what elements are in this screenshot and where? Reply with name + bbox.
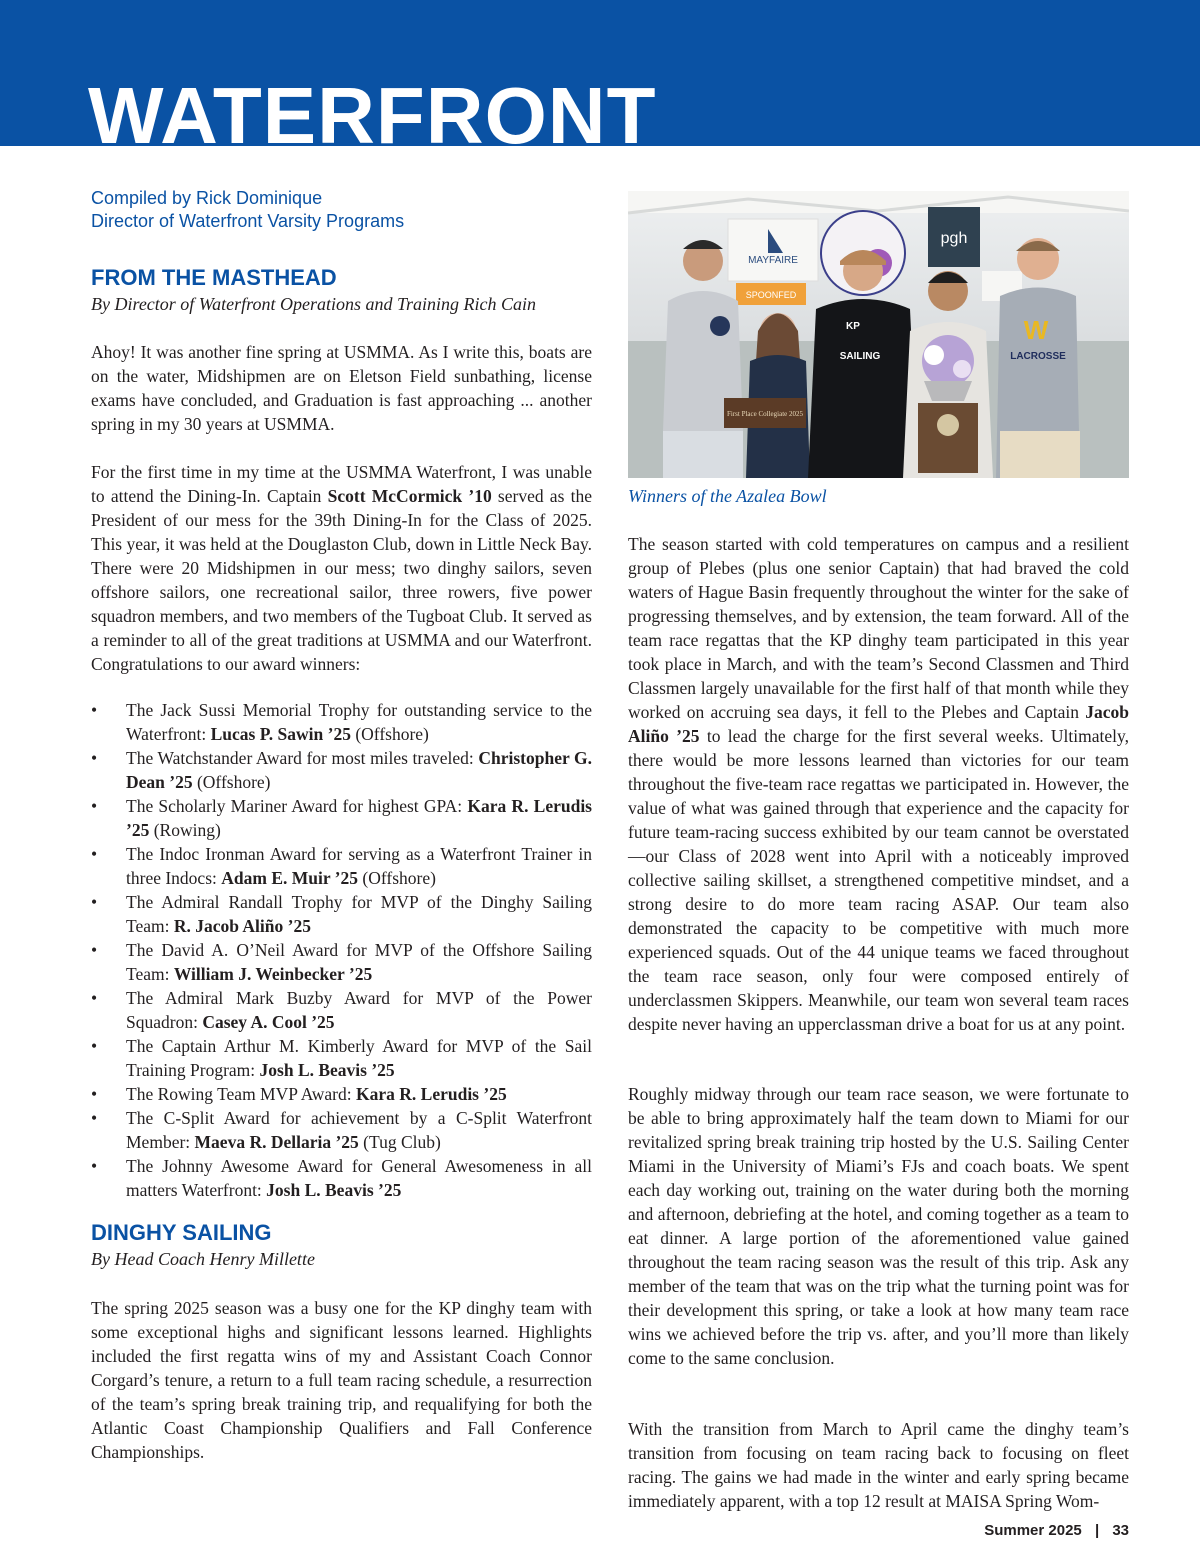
team-photo — [628, 191, 1129, 478]
masthead-byline: By Director of Waterfront Operations and Training Rich Cain — [91, 294, 536, 314]
masthead-paragraph-1: Ahoy! It was another fine spring at USMMA. As I write this, boats are on the water, Midshipmen are on Eletson Field sunbathing, license exams have concluded, and Graduation is fast approaching ... another spring in my 30 years at USMMA. — [91, 342, 592, 434]
dinghy-heading: DINGHY SAILING — [91, 1220, 272, 1245]
credits-block — [91, 187, 592, 233]
right-paragraph-1-start: The season started with cold temperatures on campus and a resilient group of Plebes (plus one senior Captain) that had braved the cold waters of Hague Basin frequently throughout the winter for the sake of progressing themselves, and by extension, the team forward. All of the team race regattas that the KP dinghy team participated in this year took place in March, and with the team’s Second Classmen and Third Classmen largely unavailable for the first half of that month while they worked on accruing sea days, it fell to the Plebes and Captain — [628, 534, 1129, 722]
sign-pgh: pgh — [940, 230, 968, 247]
sign-mayfaire: MAYFAIRE — [748, 255, 798, 266]
masthead-paragraph-2-end: served as the President of our mess for the 39th Dining-In for the Class of 2025. This year, it was held at the Douglaston Club, down in Little Neck Bay. There were 20 Midshipmen in our mess; two dinghy sailors, seven offshore sailors, one recreational sailor, three rowers, five power squadron members, and two members of the Tugboat Club. It served as a reminder to all of the great traditions at USMMA and our Waterfront. Congratulations to our award winners: — [91, 486, 592, 674]
masthead-paragraph-2-name: Scott McCormick ’10 — [327, 486, 492, 506]
right-paragraph-2: Roughly midway through our team race season, we were fortunate to be able to bring approximately half the team down to Miami for our revitalized spring break training trip hosted by the U.S. Sailing Center Miami in the University of Miami’s FJs and coach boats. We spent each day working out, training on the water during both the morning and afternoon, debriefing at the hotel, and coming together as a team to eat dinner. A large portion of the aforementioned value gained throughout the team racing season was the result of this trip. Ask any member of the team that was on the trip what the turning point was for their development this spring, or take a look at how many team race wins we achieved before the trip vs. after, and you’ll more than likely come to the same conclusion. — [628, 1084, 1129, 1368]
right-paragraph-1-end: to lead the charge for the first several weeks. Ultimately, there would be more lessons learned than victories for our team throughout the five-team race regattas we participated in. However, the value of what was gained through that experience and the capacity for future team-racing success exhibited by our team cannot be overstated—our Class of 2028 went into April with a noticeably improved collective sailing skillset, a strengthened competitive mindset, and a strong desire to do more team racing ASAP. Our team also demonstrated the capacity to be competitive with much more experienced squads. Out of the 44 unique teams we faced throughout the team race season, only four were composed entirely of underclassmen Skippers. Meanwhile, our team won several team races despite never having an upperclassman drive a boat for us at any point. — [628, 726, 1129, 1034]
right-paragraph-1-name: Jacob Aliño ’25 — [628, 702, 1129, 746]
right-paragraph-1 — [628, 532, 1129, 1036]
shirt-sailing-text: SAILING — [839, 351, 881, 362]
list-item: • The Scholarly Mariner Award for highest GPA: Kara R. Lerudis ’25 (Rowing) — [91, 796, 592, 840]
awards-list — [91, 698, 592, 1202]
list-item: • The Admiral Mark Buzby Award for MVP of the Power Squadron: Casey A. Cool ’25 — [91, 988, 592, 1032]
list-item: • The Johnny Awesome Award for General Awesomeness in all matters Waterfront: Josh L. Beavis ’25 — [91, 1156, 592, 1200]
page-number: 33 — [1112, 1522, 1129, 1539]
list-item: • The Indoc Ironman Award for serving as a Waterfront Trainer in three Indocs: Adam E. Muir ’25 (Offshore) — [91, 844, 592, 888]
list-item: • The Rowing Team MVP Award: Kara R. Lerudis ’25 — [91, 1084, 507, 1104]
credits-line-2: Director of Waterfront Varsity Programs — [91, 211, 405, 231]
footer-issue: Summer 2025 — [984, 1522, 1082, 1539]
header-banner — [0, 0, 1200, 146]
dinghy-paragraph-1: The spring 2025 season was a busy one for the KP dinghy team with some exceptional highs and significant lessons learned. Highlights included the first regatta wins of my and Assistant Coach Connor Corgard’s tenure, a return to a full team racing schedule, a resurrection of the team’s spring break training trip, and requalifying for both the Atlantic Coast Championship Qualifiers and Fall Conference Championships. — [91, 1298, 592, 1462]
page-title: WATERFRONT — [88, 71, 657, 146]
sign-spoonfed: SPOONFED — [745, 290, 797, 300]
list-item: • The Captain Arthur M. Kimberly Award for MVP of the Sail Training Program: Josh L. Beavis ’25 — [91, 1036, 592, 1080]
list-item: • The Admiral Randall Trophy for MVP of the Dinghy Sailing Team: R. Jacob Aliño ’25 — [91, 892, 592, 936]
list-item: • The C-Split Award for achievement by a C-Split Waterfront Member: Maeva R. Dellaria ’25 (Tug Club) — [91, 1108, 592, 1152]
credits-line-1: Compiled by Rick Dominique — [91, 188, 323, 208]
page-footer — [984, 1522, 1129, 1539]
shirt-w-text: W — [1023, 315, 1049, 345]
plaque-text: First Place Collegiate 2025 — [726, 410, 804, 418]
list-item: • The Jack Sussi Memorial Trophy for outstanding service to the Waterfront: Lucas P. Sawin ’25 (Offshore) — [91, 700, 592, 744]
photo-caption: Winners of the Azalea Bowl — [628, 486, 827, 506]
masthead-paragraph-2-start: For the first time in my time at the USMMA Waterfront, I was unable to attend the Dining-In. Captain — [91, 462, 592, 506]
dinghy-byline: By Head Coach Henry Millette — [91, 1249, 315, 1269]
right-paragraph-3: With the transition from March to April came the dinghy team’s transition from focusing on team racing back to focusing on fleet racing. The gains we had made in the winter and early spring became immediately apparent, with a top 12 result at MAISA Spring Wom- — [628, 1419, 1129, 1511]
list-item: • The David A. O’Neil Award for MVP of the Offshore Sailing Team: William J. Weinbecker ’25 — [91, 940, 592, 984]
shirt-lacrosse-text: LACROSSE — [1010, 351, 1066, 362]
list-item: • The Watchstander Award for most miles traveled: Christopher G. Dean ’25 (Offshore) — [91, 748, 592, 792]
masthead-heading: FROM THE MASTHEAD — [91, 265, 337, 290]
shirt-kp-text: KP — [846, 321, 860, 332]
footer-separator: | — [1094, 1522, 1100, 1539]
masthead-paragraph-2 — [91, 460, 592, 676]
